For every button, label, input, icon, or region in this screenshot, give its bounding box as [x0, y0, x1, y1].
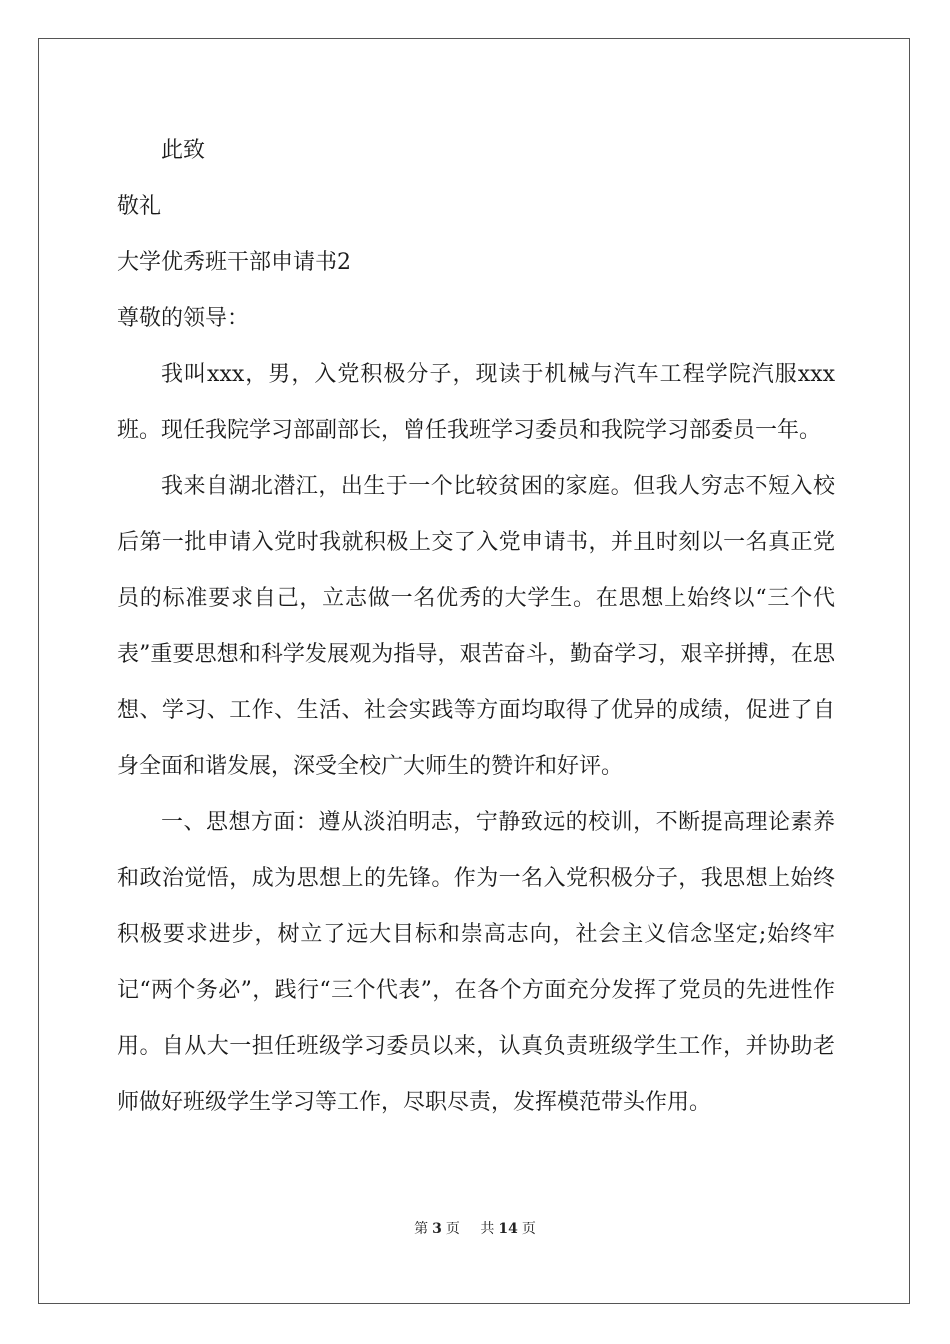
page-indicator: 第 3 页	[414, 1221, 460, 1237]
closing-salute: 此致	[161, 138, 206, 163]
paragraph-thought: 一、思想方面：遵从淡泊明志，宁静致远的校训，不断提高理论素养和政治觉悟，成为思想上的先锋。作为一名入党积极分子，我思想上始终积极要求进步，树立了远大目标和崇高志向，社会主义信念坚定;始终牢记“两个务必”，践行“三个代表”，在各个方面充分发挥了党员的先进性作用。自从大一担任班级学习委员以来，认真负责班级学生工作，并协助老师做好班级学生学习等工作，尽职尽责，发挥模范带头作用。	[117, 810, 835, 1115]
document-body	[117, 133, 835, 1141]
paragraph-intro: 我叫xxx，男，入党积极分子，现读于机械与汽车工程学院汽服xxx班。现任我院学习部副部长，曾任我班学习委员和我院学习部委员一年。	[117, 362, 835, 443]
page-footer	[0, 1220, 950, 1238]
document-title: 大学优秀班干部申请书2	[117, 250, 351, 275]
greeting: 尊敬的领导：	[117, 306, 250, 331]
closing-regards: 敬礼	[117, 194, 162, 219]
paragraph-background: 我来自湖北潜江，出生于一个比较贫困的家庭。但我人穷志不短入校后第一批申请入党时我就积极上交了入党申请书，并且时刻以一名真正党员的标准要求自己，立志做一名优秀的大学生。在思想上始终以“三个代表”重要思想和科学发展观为指导，艰苦奋斗，勤奋学习，艰辛拼搏，在思想、学习、工作、生活、社会实践等方面均取得了优异的成绩，促进了自身全面和谐发展，深受全校广大师生的赞许和好评。	[117, 474, 835, 779]
total-pages-indicator: 共 14 页	[480, 1221, 536, 1237]
